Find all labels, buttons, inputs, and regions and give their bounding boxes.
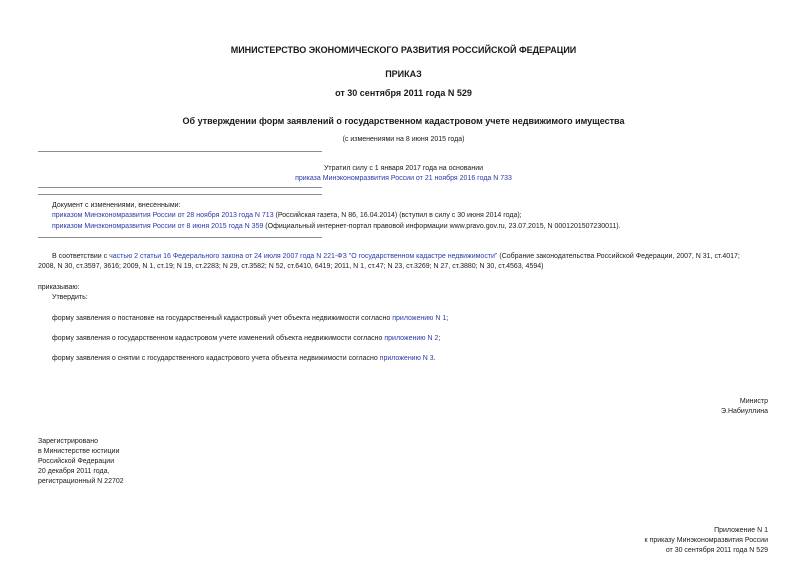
signature-name: Э.Набиуллина: [720, 408, 768, 415]
amendment-link[interactable]: приказом Минэкономразвития России от 8 июня 2015 года N 359: [52, 223, 264, 230]
form-end: .: [433, 355, 436, 362]
form-text: форму заявления о снятии с государственного кадастрового учета объекта недвижимости согласно: [52, 355, 380, 362]
divider: [38, 151, 322, 152]
basis-prefix: В соответствии с: [52, 253, 110, 260]
amendment-link[interactable]: приказом Минэкономразвития России от 28 ноября 2013 года N 713: [52, 212, 274, 219]
appendix-link-1[interactable]: приложению N 1: [392, 315, 447, 322]
basis-suffix: (Собрание законодательства Российской Федерации, 2007, N 31, ст.4017;: [497, 253, 740, 260]
amendment-text: (Официальный интернет-портал правовой информации www.pravo.gov.ru, 23.07.2015, N 0001201507230011).: [263, 223, 621, 230]
form-text: форму заявления о государственном кадастровом учете изменений объекта недвижимости согласно: [52, 335, 385, 342]
lost-force-line: [0, 174, 807, 184]
divider: [38, 187, 322, 188]
changes-note: (с изменениями на 8 июня 2015 года): [342, 136, 465, 143]
form-end: ;: [438, 335, 441, 342]
order-verb: приказываю:: [38, 284, 80, 291]
appendix-line: Приложение N 1: [714, 527, 768, 534]
approve-label: Утвердить:: [52, 294, 88, 301]
registration-line: Зарегистрировано: [38, 438, 98, 445]
amendment-item: [52, 222, 621, 232]
basis-paragraph: [52, 252, 740, 262]
law-link[interactable]: частью 2 статьи 16 Федерального закона от 24 июля 2007 года N 221-ФЗ "О государственном кадастре недвижимости": [109, 253, 498, 260]
registration-line: Российской Федерации: [38, 458, 115, 465]
amendment-item: [52, 211, 522, 221]
signature-position: Министр: [739, 398, 768, 405]
lost-force-text: Утратил силу с 1 января 2017 года на основании: [323, 165, 484, 172]
ministry-heading: МИНИСТЕРСТВО ЭКОНОМИЧЕСКОГО РАЗВИТИЯ РОССИЙСКОЙ ФЕДЕРАЦИИ: [230, 45, 577, 55]
amendments-intro: Документ с изменениями, внесенными:: [52, 202, 181, 209]
registration-line: 20 декабря 2011 года,: [38, 468, 110, 475]
doc-title: Об утверждении форм заявлений о государственном кадастровом учете недвижимого имущества: [182, 116, 625, 126]
appendix-line: от 30 сентября 2011 года N 529: [665, 547, 768, 554]
divider: [38, 194, 322, 195]
appendix-link-3[interactable]: приложению N 3: [379, 355, 434, 362]
form-item: [52, 334, 440, 344]
registration-line: регистрационный N 22702: [38, 478, 124, 485]
registration-line: в Министерстве юстиции: [38, 448, 120, 455]
doc-date-number: от 30 сентября 2011 года N 529: [335, 88, 472, 98]
basis-sources: 2008, N 30, ст.3597, 3616; 2009, N 1, ст.19; N 19, ст.2283; N 29, ст.3582; N 52, ст.6410, 6419; 2011, N 1, ст.47; N 23, ст.3269; N 27, ст.3880; N 30, ст.4563, 4594): [38, 263, 544, 270]
lost-force-link[interactable]: приказа Минэкономразвития России от 21 ноября 2016 года N 733: [295, 175, 512, 182]
divider: [38, 237, 322, 238]
form-end: ;: [446, 315, 449, 322]
form-text: форму заявления о постановке на государственный кадастровый учет объекта недвижимости согласно: [52, 315, 393, 322]
appendix-line: к приказу Минэкономразвития России: [644, 537, 768, 544]
form-item: [52, 314, 448, 324]
form-item: [52, 354, 436, 364]
appendix-link-2[interactable]: приложению N 2: [384, 335, 439, 342]
amendment-text: (Российская газета, N 86, 16.04.2014) (вступил в силу с 30 июня 2014 года);: [273, 212, 522, 219]
doc-type-heading: ПРИКАЗ: [385, 69, 422, 79]
